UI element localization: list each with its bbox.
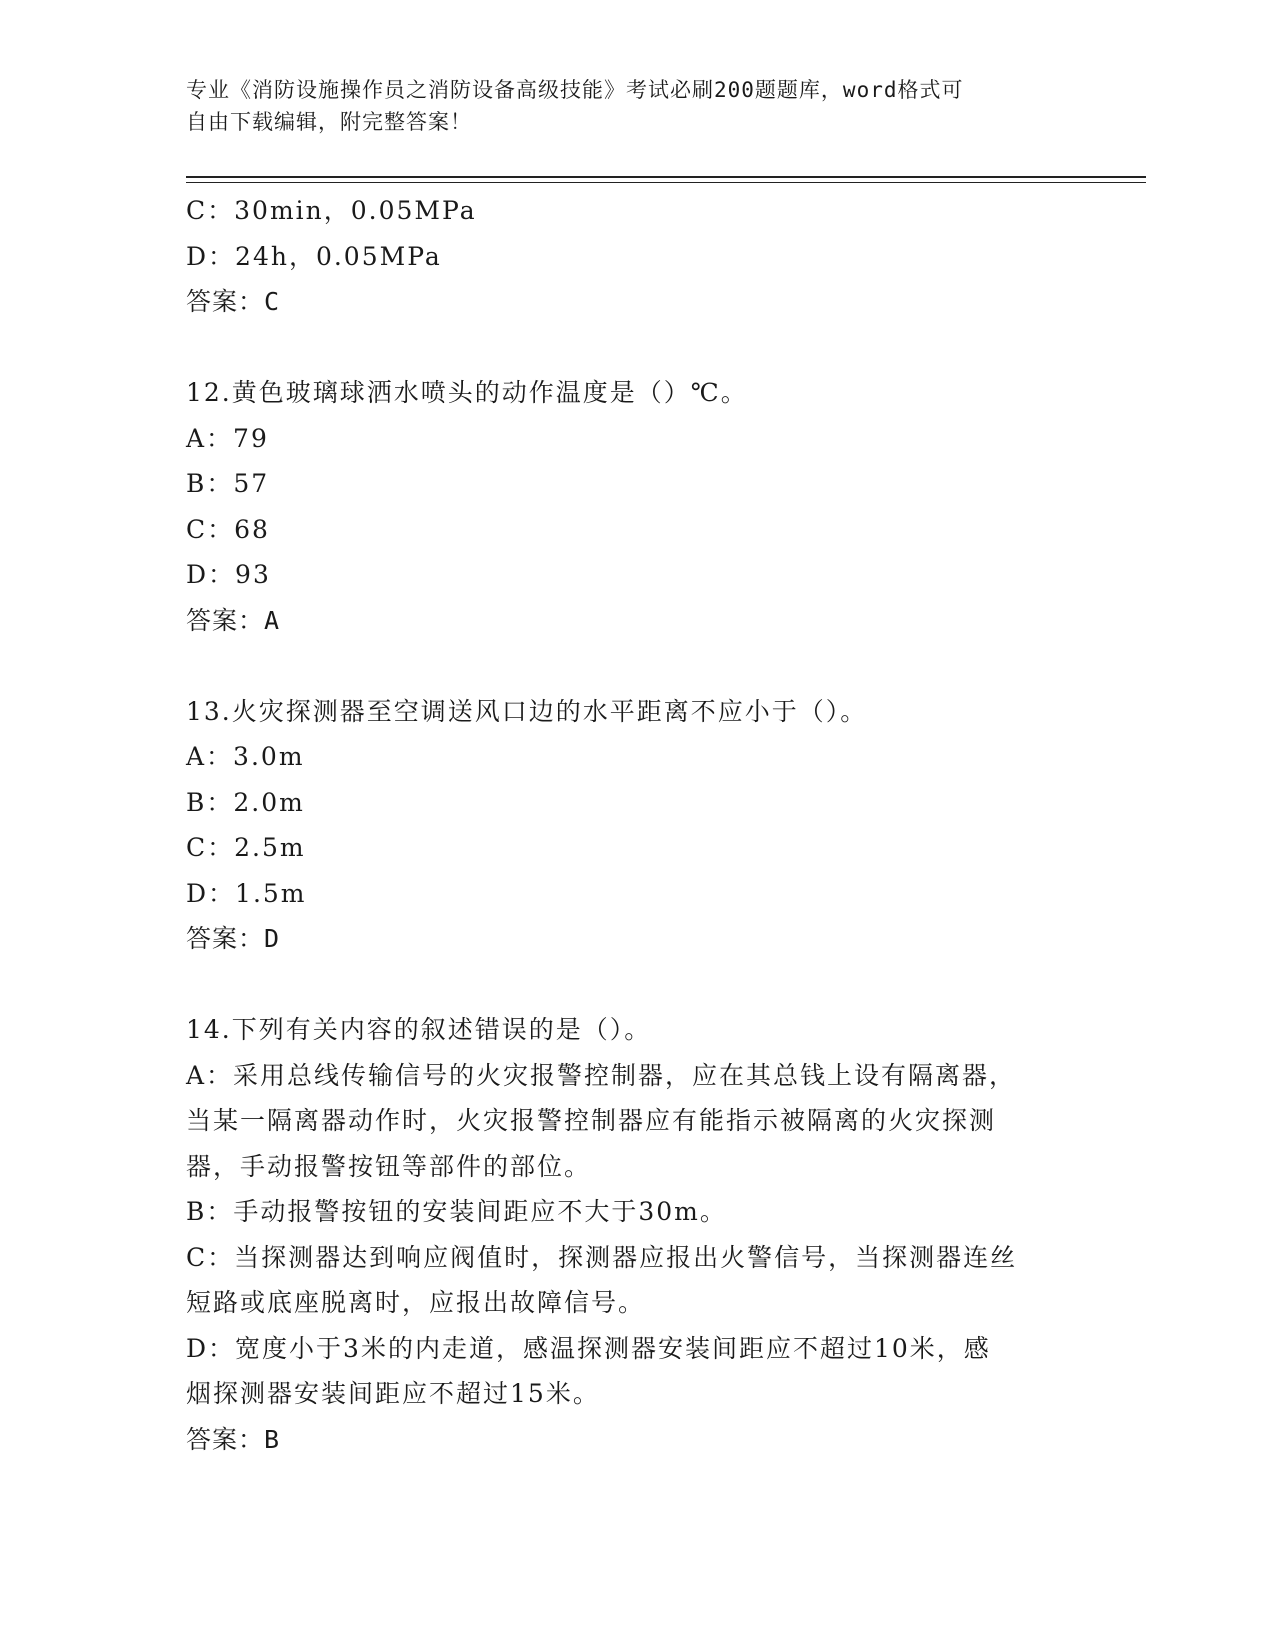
header-rule-thick	[186, 176, 1146, 178]
option-c: C：2.5m	[186, 833, 306, 862]
option-c-line-1: C：当探测器达到响应阀值时，探测器应报出火警信号，当探测器连丝	[186, 1242, 1018, 1272]
option-a-line-2: 当某一隔离器动作时，火灾报警控制器应有能指示被隔离的火灾探测	[186, 1106, 997, 1135]
question-stem: 14.下列有关内容的叙述错误的是（）。	[186, 1015, 652, 1044]
option-d: D：1.5m	[186, 878, 307, 908]
question-stem: 13.火灾探测器至空调送风口边的水平距离不应小于（）。	[186, 696, 868, 726]
option-d-line-1: D：宽度小于3米的内走道，感温探测器安装间距应不超过10米，感	[186, 1333, 991, 1363]
option-a-line-1: A：采用总线传输信号的火灾报警控制器，应在其总钱上设有隔离器，	[186, 1060, 1017, 1090]
header-line-1: 专业《消防设施操作员之消防设备高级技能》考试必刷200题题库，word格式可	[186, 78, 964, 102]
question-14	[186, 1007, 1086, 1462]
option-d-line-2: 烟探测器安装间距应不超过15米。	[186, 1379, 600, 1408]
option-d: D：24h，0.05MPa	[186, 241, 442, 271]
question-13	[186, 689, 1086, 962]
question-12	[186, 370, 1086, 643]
option-b: B：2.0m	[186, 787, 305, 817]
answer: 答案：C	[186, 287, 281, 316]
option-d: D：93	[186, 560, 271, 589]
header-rule-thin	[186, 182, 1146, 183]
option-b: B：57	[186, 469, 270, 498]
header-line-2: 自由下载编辑，附完整答案！	[186, 110, 472, 134]
question-list	[186, 188, 1086, 1462]
option-c-line-2: 短路或底座脱离时，应报出故障信号。	[186, 1288, 646, 1317]
option-c: C：68	[186, 514, 270, 544]
option-c: C：30min，0.05MPa	[186, 196, 477, 225]
question-stem: 12.黄色玻璃球洒水喷头的动作温度是（）℃。	[186, 378, 748, 407]
option-a: A：79	[186, 423, 269, 453]
answer: 答案：A	[186, 605, 281, 635]
option-b: B：手动报警按钮的安装间距应不大于30m。	[186, 1197, 727, 1226]
answer: 答案：D	[186, 924, 281, 953]
document-header	[186, 74, 1066, 138]
question-11-tail	[186, 188, 1086, 325]
answer: 答案：B	[186, 1424, 281, 1454]
option-a-line-3: 器，手动报警按钮等部件的部位。	[186, 1151, 592, 1181]
option-a: A：3.0m	[186, 742, 305, 771]
